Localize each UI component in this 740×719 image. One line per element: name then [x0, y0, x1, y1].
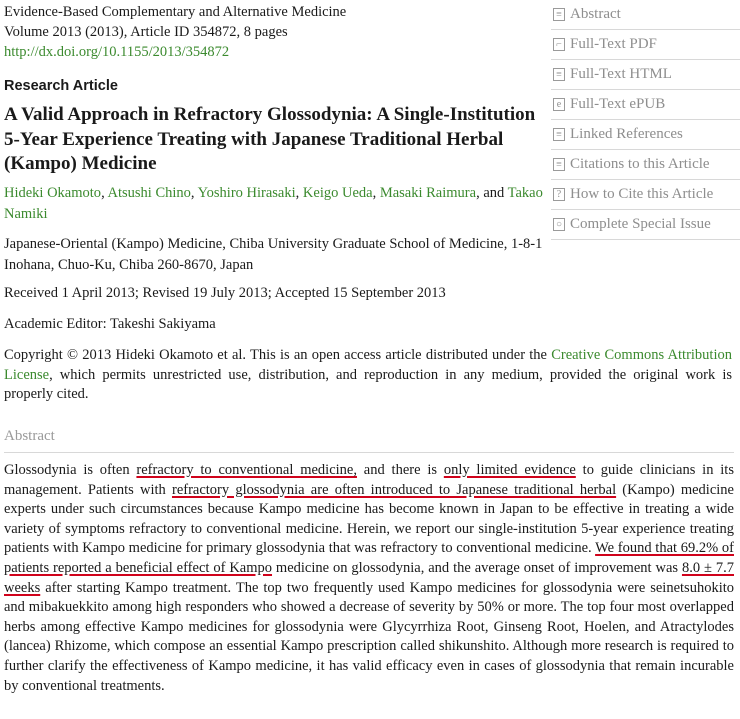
academic-editor: Academic Editor: Takeshi Sakiyama — [4, 316, 216, 332]
sidebar-item-label: Full-Text ePUB — [570, 96, 666, 112]
sidebar-item-citations[interactable] — [551, 150, 740, 180]
sidebar-item-full-text-pdf[interactable] — [551, 30, 740, 60]
article-type: Research Article — [4, 78, 118, 94]
abstract-text: medicine on glossodynia, and the average onset of improvement was — [272, 559, 682, 576]
article-sidebar — [551, 0, 740, 240]
highlighted-phrase: refractory glossodynia are often introduced to Japanese traditional herbal — [171, 481, 617, 498]
author-link[interactable]: Masaki Raimura — [379, 185, 477, 201]
citations-icon: ≡ — [553, 158, 565, 171]
sidebar-item-label: How to Cite this Article — [570, 186, 714, 202]
sidebar-item-full-text-html[interactable] — [551, 60, 740, 90]
html-icon: ≡ — [553, 68, 565, 81]
author-link[interactable]: Hideki Okamoto — [4, 185, 102, 201]
author-link[interactable]: Yoshiro Hirasaki — [197, 185, 296, 201]
sidebar-item-label: Full-Text PDF — [570, 36, 657, 52]
abstract-text: and there is — [356, 462, 444, 478]
author-link[interactable]: Atsushi Chino — [107, 185, 191, 201]
article-dates: Received 1 April 2013; Revised 19 July 2013; Accepted 15 September 2013 — [4, 285, 446, 301]
pdf-icon: ⌐ — [553, 38, 565, 51]
abstract-text: to guide clinicians in its management. Patients with — [4, 462, 734, 498]
document-lines-icon: ≡ — [553, 8, 565, 21]
sidebar-item-linked-references[interactable] — [551, 120, 740, 150]
highlighted-phrase: refractory to conventional medicine, — [136, 462, 357, 478]
author-separator: , — [372, 185, 380, 201]
article-title: A Valid Approach in Refractory Glossodynia: A Single-Institution 5-Year Experience Treating with Japanese Traditional Herbal (Kampo) Medicine — [4, 104, 536, 174]
abstract-heading: Abstract — [4, 428, 55, 444]
abstract-body — [4, 461, 734, 696]
journal-meta — [4, 2, 346, 62]
author-separator: , and — [476, 185, 508, 201]
volume-info: Volume 2013 (2013), Article ID 354872, 8 pages — [4, 24, 288, 40]
sidebar-item-label: Abstract — [570, 6, 621, 22]
sidebar-item-label: Complete Special Issue — [570, 216, 711, 232]
abstract-text: after starting Kampo treatment. The top two frequently used Kampo medicines for glossodynia were seinetsuhokito and mibakuekkito among high responders who showed a decrease of severity by 50% or more. The top four most overlapped herbs among effective Kampo medicines for glossodynia were Glycyrrhiza Root, Ginseng Root, Hoelen, and Atractylodes (lancea) Rhizome, which compose an essential Kampo prescription called shikunshito. Although more research is required to further clarify the effectiveness of Kampo medicine, it has valid efficacy even in cases of glossodynia that remain incurable by conventional treatments. — [4, 579, 734, 694]
sidebar-item-label: Linked References — [570, 126, 683, 142]
copyright-notice — [4, 346, 732, 405]
affiliation: Japanese-Oriental (Kampo) Medicine, Chiba University Graduate School of Medicine, 1-8-1 Inohana, Chuo-Ku, Chiba 260-8670, Japan — [4, 236, 543, 273]
highlighted-phrase: 8.0 ± 7.7 weeks — [4, 559, 734, 596]
author-link[interactable]: Keigo Ueda — [302, 185, 373, 201]
abstract-text: Glossodynia is often — [4, 462, 137, 478]
epub-icon: e — [553, 98, 565, 111]
author-list — [4, 183, 544, 224]
linked-references-icon: ≡ — [553, 128, 565, 141]
author-separator: , — [101, 185, 108, 201]
journal-name: Evidence-Based Complementary and Alternative Medicine — [4, 4, 347, 20]
author-link[interactable]: Takao Namiki — [4, 185, 543, 222]
question-icon: ? — [553, 188, 565, 201]
sidebar-item-special-issue[interactable] — [551, 210, 740, 240]
sidebar-item-how-to-cite[interactable] — [551, 180, 740, 210]
license-link[interactable]: Creative Commons Attribution License — [4, 347, 732, 383]
author-separator: , — [295, 185, 303, 201]
abstract-text: (Kampo) medicine experts under such circumstances because Kampo medicine has become known in Japan to be effective in treating a wide variety of symptoms refractory to conventional medicine. Herein, we report our single-institution 5-year experience treating patients with Kampo medicine for primary glossodynia that was refractory to conventional medicine. — [4, 481, 734, 557]
doi-link[interactable]: http://dx.doi.org/10.1155/2013/354872 — [4, 44, 230, 60]
sidebar-item-label: Citations to this Article — [570, 156, 710, 172]
author-separator: , — [190, 185, 198, 201]
copyright-text: Copyright © 2013 Hideki Okamoto et al. This is an open access article distributed under the — [4, 347, 552, 363]
sidebar-item-abstract[interactable] — [551, 0, 740, 30]
highlighted-phrase: We found that 69.2% of patients reported a beneficial effect of Kampo — [4, 540, 734, 576]
section-divider — [4, 452, 734, 453]
highlighted-phrase: only limited evidence — [443, 462, 576, 478]
special-issue-icon: ○ — [553, 218, 565, 231]
sidebar-item-full-text-epub[interactable] — [551, 90, 740, 120]
copyright-text: , which permits unrestricted use, distribution, and reproduction in any medium, provided the original work is properly cited. — [4, 366, 732, 402]
sidebar-item-label: Full-Text HTML — [570, 66, 672, 82]
